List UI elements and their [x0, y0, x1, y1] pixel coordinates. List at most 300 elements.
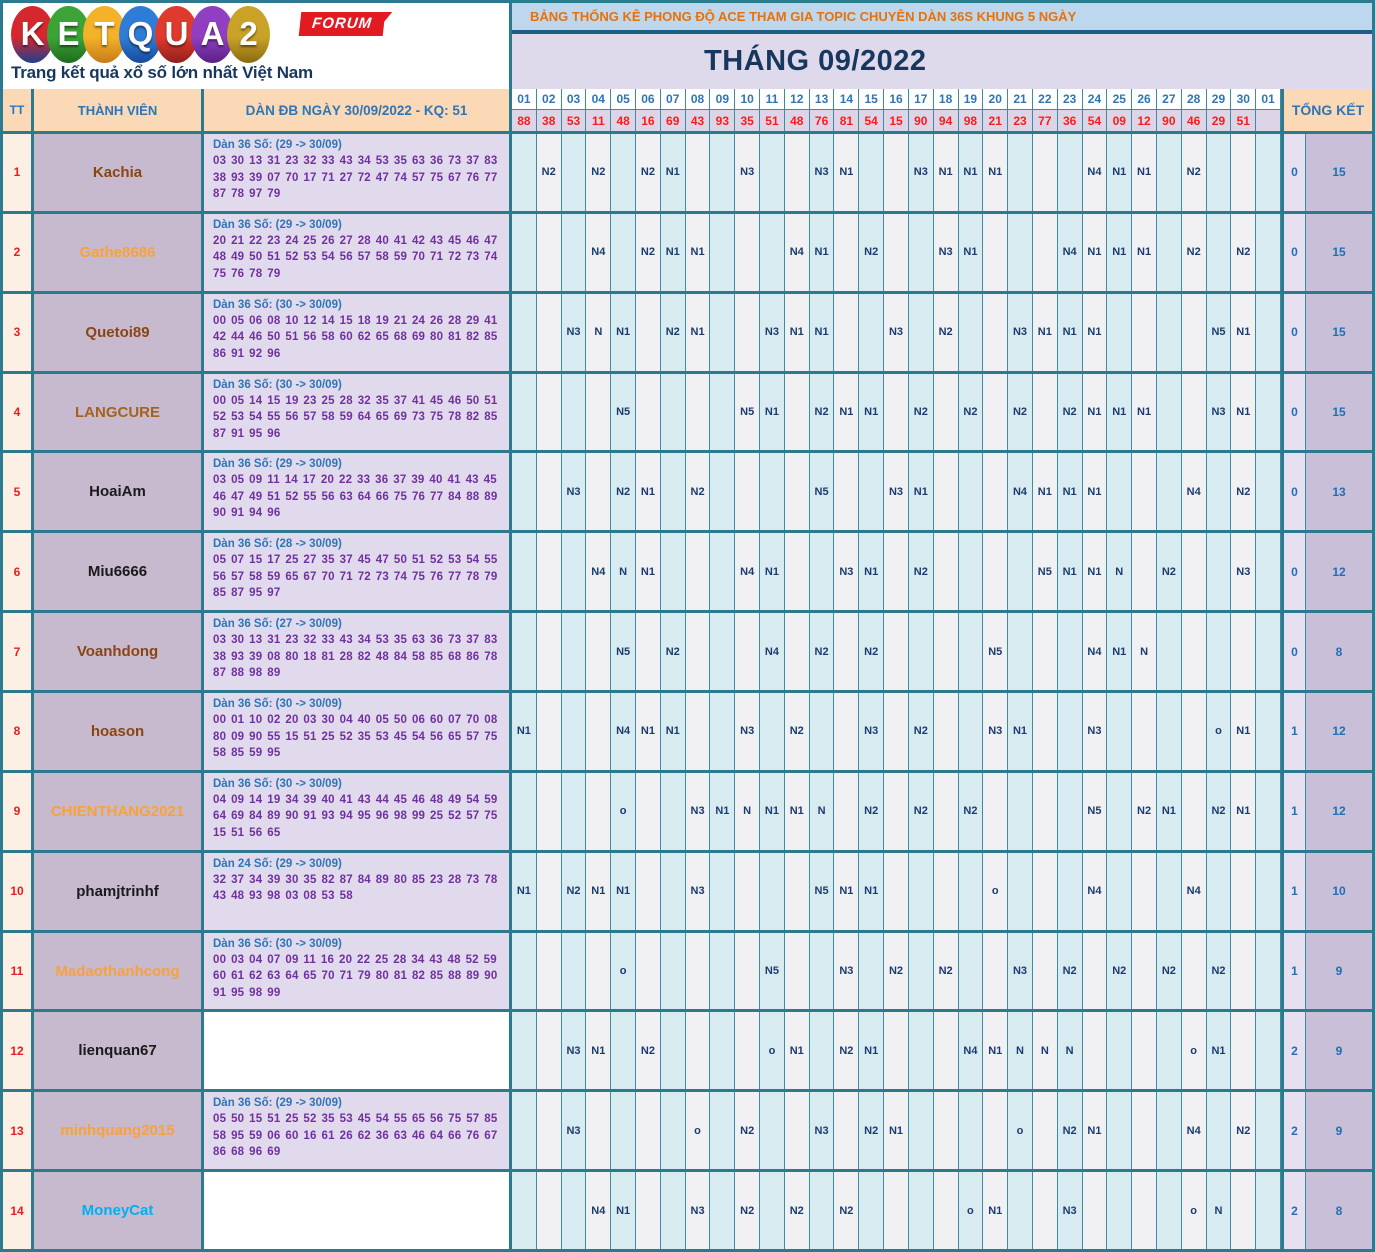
day-cell: [710, 374, 735, 451]
day-cell: [710, 533, 735, 610]
day-cell: [537, 693, 562, 770]
dan-cell: [204, 933, 512, 1010]
day-cells: [512, 853, 1281, 930]
day-cell: [1107, 1172, 1132, 1249]
day-cell: N3: [562, 1092, 587, 1169]
tt-cell: 1: [3, 134, 34, 211]
day-cell: o: [611, 773, 636, 850]
day-cell: N1: [1231, 693, 1256, 770]
member-row: [3, 374, 1372, 454]
day-cell: N2: [661, 294, 686, 371]
day-cell: N2: [1058, 1092, 1083, 1169]
day-cell: [710, 853, 735, 930]
day-cell: [834, 294, 859, 371]
day-cell: N1: [859, 374, 884, 451]
day-cell: [909, 1092, 934, 1169]
day-cell: [1058, 853, 1083, 930]
dan-label: Dàn 36 Số: (28 -> 30/09): [213, 538, 342, 551]
day-cell: [1132, 294, 1157, 371]
day-header-col: [586, 89, 611, 131]
total-miss-cell: 0: [1281, 374, 1306, 451]
day-header-col: [1132, 89, 1157, 131]
logo-letter: U: [155, 6, 198, 63]
day-cell: [562, 693, 587, 770]
total-hit-cell: 12: [1306, 533, 1372, 610]
day-cell: N: [586, 294, 611, 371]
day-cell: N3: [735, 693, 760, 770]
day-cell: [512, 1012, 537, 1089]
day-cell: N1: [1207, 1012, 1232, 1089]
day-cell: N: [735, 773, 760, 850]
dan-numbers: 00 03 04 07 09 11 16 20 22 25 28 34 43 48 52 59 60 61 62 63 64 65 70 71 79 80 81 82 85 88 89 90 91 95 98 99: [213, 953, 498, 999]
day-cell: N4: [1083, 613, 1108, 690]
day-cell: [909, 294, 934, 371]
day-cell: [959, 453, 984, 530]
day-cell: N2: [1207, 933, 1232, 1010]
day-cell: [760, 134, 785, 211]
day-cell: [636, 853, 661, 930]
day-header-col: [1058, 89, 1083, 131]
day-cell: [760, 214, 785, 291]
day-cell: [1231, 134, 1256, 211]
day-cell: [834, 693, 859, 770]
day-cell: [909, 933, 934, 1010]
day-header-col: [1083, 89, 1108, 131]
day-cell: [636, 773, 661, 850]
day-cell: N1: [661, 693, 686, 770]
day-cell: [710, 693, 735, 770]
day-cell: N5: [810, 853, 835, 930]
day-cell: N2: [909, 533, 934, 610]
day-cell: [1182, 773, 1207, 850]
day-cell: N1: [1231, 294, 1256, 371]
day-cell: N1: [1231, 773, 1256, 850]
day-header-col: [934, 89, 959, 131]
day-cell: N1: [1033, 453, 1058, 530]
day-cell: [537, 294, 562, 371]
day-cell: [537, 533, 562, 610]
day-cell: N: [1058, 1012, 1083, 1089]
day-cell: [636, 374, 661, 451]
day-cell: N1: [1083, 374, 1108, 451]
kq-value: 48: [611, 110, 635, 131]
day-cell: N3: [810, 134, 835, 211]
day-cell: [1058, 134, 1083, 211]
day-cell: [586, 1092, 611, 1169]
day-cell: N2: [735, 1172, 760, 1249]
day-cell: [1157, 693, 1182, 770]
day-cell: [1207, 1092, 1232, 1169]
day-cell: N2: [611, 453, 636, 530]
dan-label: Dàn 24 Số: (29 -> 30/09): [213, 857, 342, 870]
day-cell: [1008, 533, 1033, 610]
day-cell: N1: [1132, 374, 1157, 451]
dan-numbers: 32 37 34 39 30 35 82 87 84 89 80 85 23 28 73 78 43 48 93 98 03 08 53 58: [213, 873, 498, 903]
day-cell: N2: [1058, 374, 1083, 451]
day-cell: [1256, 1092, 1281, 1169]
day-cell: [735, 294, 760, 371]
kq-value: 77: [1033, 110, 1057, 131]
day-cell: [537, 1172, 562, 1249]
day-cell: N1: [1008, 693, 1033, 770]
day-cell: N1: [611, 853, 636, 930]
day-cell: [735, 1012, 760, 1089]
day-header-col: [611, 89, 636, 131]
day-number: 04: [586, 89, 610, 110]
day-number: 30: [1231, 89, 1255, 110]
day-cell: [1157, 294, 1182, 371]
day-number: 21: [1008, 89, 1032, 110]
total-miss-cell: 2: [1281, 1172, 1306, 1249]
tt-cell: 13: [3, 1092, 34, 1169]
day-cell: [686, 933, 711, 1010]
day-cell: [1033, 1092, 1058, 1169]
member-name: Madaothanhcong: [34, 933, 204, 1010]
day-cell: [686, 693, 711, 770]
day-header-col: [1231, 89, 1256, 131]
day-cell: [710, 1172, 735, 1249]
day-cell: N3: [834, 533, 859, 610]
day-header-col: [959, 89, 984, 131]
day-cell: [586, 693, 611, 770]
member-row: [3, 1012, 1372, 1092]
day-cell: [934, 1172, 959, 1249]
day-cell: [1207, 134, 1232, 211]
day-cell: [512, 773, 537, 850]
member-row: [3, 1172, 1372, 1249]
day-cell: [959, 533, 984, 610]
day-cell: [512, 134, 537, 211]
day-cell: N: [611, 533, 636, 610]
day-cell: [983, 453, 1008, 530]
day-cell: [834, 453, 859, 530]
day-cell: [1132, 853, 1157, 930]
total-hit-cell: 15: [1306, 134, 1372, 211]
day-cell: [884, 773, 909, 850]
kq-value: 35: [735, 110, 759, 131]
logo-letter: Q: [119, 6, 162, 63]
kq-value: 16: [636, 110, 660, 131]
logo-letter: 2: [227, 6, 270, 63]
day-header-col: [810, 89, 835, 131]
day-cell: [785, 374, 810, 451]
kq-value: 51: [760, 110, 784, 131]
day-header-col: [1207, 89, 1232, 131]
day-cell: o: [1207, 693, 1232, 770]
day-number: 12: [785, 89, 809, 110]
dan-cell: [204, 1172, 512, 1249]
tt-cell: 8: [3, 693, 34, 770]
day-cell: N2: [859, 1092, 884, 1169]
day-cell: [1182, 933, 1207, 1010]
day-cell: [834, 214, 859, 291]
day-cell: N5: [983, 613, 1008, 690]
day-cell: [636, 294, 661, 371]
day-cell: [1207, 453, 1232, 530]
day-cell: [1132, 1172, 1157, 1249]
day-cell: [710, 134, 735, 211]
day-cell: [611, 214, 636, 291]
day-cell: N2: [1107, 933, 1132, 1010]
day-cell: [1107, 1012, 1132, 1089]
day-cell: [1033, 613, 1058, 690]
day-cell: N3: [686, 1172, 711, 1249]
day-header-col: [537, 89, 562, 131]
member-name: lienquan67: [34, 1012, 204, 1089]
day-cell: [934, 613, 959, 690]
day-cell: N5: [611, 613, 636, 690]
day-cell: N2: [785, 1172, 810, 1249]
day-cell: [710, 1012, 735, 1089]
day-cell: N2: [785, 693, 810, 770]
total-miss-cell: 0: [1281, 533, 1306, 610]
member-name: Quetoi89: [34, 294, 204, 371]
day-cell: N2: [1132, 773, 1157, 850]
day-cell: [1157, 374, 1182, 451]
day-cell: [1083, 933, 1108, 1010]
day-cell: o: [983, 853, 1008, 930]
kq-value: 46: [1182, 110, 1206, 131]
dan-cell: [204, 453, 512, 530]
tt-cell: 5: [3, 453, 34, 530]
day-cell: [934, 533, 959, 610]
day-cell: N1: [611, 1172, 636, 1249]
day-cell: [983, 533, 1008, 610]
tt-cell: 9: [3, 773, 34, 850]
day-cell: [512, 374, 537, 451]
day-cell: [586, 374, 611, 451]
total-hit-cell: 9: [1306, 933, 1372, 1010]
total-miss-cell: 1: [1281, 853, 1306, 930]
day-cell: N1: [710, 773, 735, 850]
day-cell: [1132, 533, 1157, 610]
day-cell: N1: [636, 693, 661, 770]
day-cell: o: [1182, 1012, 1207, 1089]
day-cell: [661, 453, 686, 530]
day-number: 08: [686, 89, 710, 110]
day-number: 27: [1157, 89, 1181, 110]
day-cell: [934, 1092, 959, 1169]
logo-tagline: Trang kết quả xổ số lớn nhất Việt Nam: [11, 63, 313, 82]
day-cell: [1157, 1012, 1182, 1089]
day-cell: [710, 1092, 735, 1169]
day-cell: N2: [735, 1092, 760, 1169]
day-cell: [1256, 134, 1281, 211]
day-cell: N4: [735, 533, 760, 610]
day-header-col: [735, 89, 760, 131]
days-header: [512, 89, 1281, 131]
day-cell: [909, 214, 934, 291]
day-header-col: [512, 89, 537, 131]
day-cell: [934, 693, 959, 770]
day-cell: N4: [785, 214, 810, 291]
day-cell: [661, 933, 686, 1010]
day-cell: N1: [512, 853, 537, 930]
day-cell: [512, 1172, 537, 1249]
day-cell: N: [1107, 533, 1132, 610]
day-cell: o: [611, 933, 636, 1010]
kq-value: 88: [512, 110, 536, 131]
day-cell: N5: [1207, 294, 1232, 371]
day-cell: N3: [686, 853, 711, 930]
day-cell: N4: [586, 533, 611, 610]
day-header-col: [661, 89, 686, 131]
day-cell: [810, 1172, 835, 1249]
day-cell: [735, 214, 760, 291]
day-cell: N2: [686, 453, 711, 530]
kq-value: 21: [983, 110, 1007, 131]
day-cell: [512, 933, 537, 1010]
kq-value: 11: [586, 110, 610, 131]
day-cell: N3: [1231, 533, 1256, 610]
day-cell: [686, 613, 711, 690]
tt-column-header: TT: [3, 89, 34, 131]
day-cell: N2: [1182, 214, 1207, 291]
day-number: 17: [909, 89, 933, 110]
day-cell: [983, 294, 1008, 371]
dan-cell: [204, 613, 512, 690]
day-cell: [1182, 533, 1207, 610]
day-cell: [537, 613, 562, 690]
member-name: hoason: [34, 693, 204, 770]
day-cell: [884, 374, 909, 451]
day-cell: N2: [586, 134, 611, 211]
day-cell: [537, 1092, 562, 1169]
banner-title: BẢNG THỐNG KÊ PHONG ĐỘ ACE THAM GIA TOPIC CHUYÊN DÀN 36S KHUNG 5 NGÀY: [512, 3, 1372, 34]
day-cell: [785, 533, 810, 610]
day-cell: N1: [909, 453, 934, 530]
day-cell: N2: [934, 933, 959, 1010]
day-cell: [1231, 1172, 1256, 1249]
day-number: 24: [1083, 89, 1107, 110]
day-cell: [1256, 1012, 1281, 1089]
day-cell: [512, 453, 537, 530]
kq-value: 48: [785, 110, 809, 131]
member-name: MoneyCat: [34, 1172, 204, 1249]
day-cell: [661, 374, 686, 451]
total-hit-cell: 10: [1306, 853, 1372, 930]
day-cell: N3: [562, 1012, 587, 1089]
day-cell: [586, 933, 611, 1010]
day-cell: N1: [884, 1092, 909, 1169]
day-header-col: [1008, 89, 1033, 131]
day-header-col: [686, 89, 711, 131]
member-name: Voanhdong: [34, 613, 204, 690]
kq-value: 53: [562, 110, 586, 131]
day-cell: N2: [909, 693, 934, 770]
day-cell: [661, 853, 686, 930]
day-cell: [934, 453, 959, 530]
day-cell: [1182, 693, 1207, 770]
day-cell: [661, 1172, 686, 1249]
day-cell: [1132, 693, 1157, 770]
day-cell: N5: [810, 453, 835, 530]
day-header-col: [884, 89, 909, 131]
day-cell: [1207, 853, 1232, 930]
tt-cell: 12: [3, 1012, 34, 1089]
dan-numbers: 04 09 14 19 34 39 40 41 43 44 45 46 48 49 54 59 64 69 84 89 90 91 93 94 95 96 98 99 25 52 57 75 15 51 56 65: [213, 793, 498, 839]
day-cell: N3: [562, 294, 587, 371]
member-name: minhquang2015: [34, 1092, 204, 1169]
day-cell: [1132, 1092, 1157, 1169]
day-cell: N1: [512, 693, 537, 770]
kq-value: 23: [1008, 110, 1032, 131]
day-cell: [636, 1092, 661, 1169]
day-cell: [785, 613, 810, 690]
day-cell: [1033, 1172, 1058, 1249]
day-cell: N3: [834, 933, 859, 1010]
day-cell: N1: [834, 134, 859, 211]
day-number: 26: [1132, 89, 1156, 110]
day-cell: N1: [686, 214, 711, 291]
total-hit-cell: 12: [1306, 693, 1372, 770]
day-cell: [1083, 1172, 1108, 1249]
total-miss-cell: 0: [1281, 613, 1306, 690]
day-cell: [1157, 214, 1182, 291]
total-miss-cell: 1: [1281, 693, 1306, 770]
day-cell: [1157, 613, 1182, 690]
day-cell: [884, 1012, 909, 1089]
day-number: 19: [959, 89, 983, 110]
kq-value: 54: [1083, 110, 1107, 131]
day-cell: [562, 533, 587, 610]
day-cell: [611, 134, 636, 211]
day-header-col: [834, 89, 859, 131]
day-cell: [636, 1172, 661, 1249]
day-cell: [834, 613, 859, 690]
day-header-col: [710, 89, 735, 131]
day-cell: [1157, 453, 1182, 530]
day-cells: [512, 933, 1281, 1010]
dan-cell: [204, 693, 512, 770]
day-cell: [1033, 933, 1058, 1010]
day-cell: N2: [909, 374, 934, 451]
day-cell: N1: [586, 1012, 611, 1089]
day-cell: N2: [1058, 933, 1083, 1010]
day-number: 13: [810, 89, 834, 110]
day-cell: [512, 294, 537, 371]
dan-cell: [204, 214, 512, 291]
day-cell: N1: [983, 1172, 1008, 1249]
day-cell: [1033, 693, 1058, 770]
day-cell: N2: [810, 374, 835, 451]
day-cells: [512, 134, 1281, 211]
day-cell: [884, 613, 909, 690]
dan-cell: [204, 134, 512, 211]
day-cell: N4: [611, 693, 636, 770]
day-cell: [1256, 613, 1281, 690]
day-cell: N4: [586, 214, 611, 291]
day-cell: N1: [661, 134, 686, 211]
day-cell: N3: [884, 294, 909, 371]
day-cell: [810, 693, 835, 770]
header-right: [512, 3, 1372, 89]
day-cell: [983, 1092, 1008, 1169]
day-cell: [562, 134, 587, 211]
day-cell: [686, 374, 711, 451]
kq-value: 54: [859, 110, 883, 131]
day-cell: N1: [810, 294, 835, 371]
day-cell: [884, 533, 909, 610]
day-cell: N1: [1058, 294, 1083, 371]
day-cell: [983, 933, 1008, 1010]
day-cell: N5: [611, 374, 636, 451]
day-cell: [1256, 933, 1281, 1010]
day-cell: [1157, 853, 1182, 930]
day-cell: N2: [1008, 374, 1033, 451]
day-cell: N2: [1157, 533, 1182, 610]
day-cell: [760, 1172, 785, 1249]
